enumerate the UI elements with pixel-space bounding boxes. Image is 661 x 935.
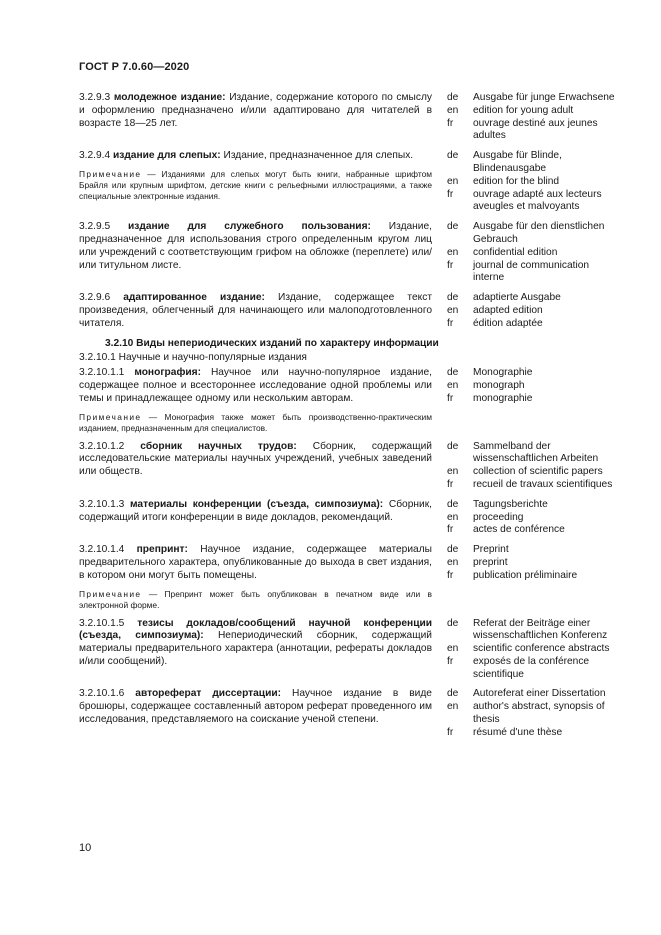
translations-column xyxy=(432,221,619,285)
language-code: de xyxy=(447,544,459,556)
translation-item xyxy=(447,292,619,305)
language-code: fr xyxy=(447,655,454,667)
term-entry xyxy=(79,688,619,739)
translation-item xyxy=(447,727,619,740)
translation-term: edition for young adult xyxy=(473,104,574,116)
translation-item xyxy=(447,643,619,656)
translation-item xyxy=(447,466,619,479)
definition-text: Сборник, содержащий исследовательские материалы научных учреждений, учебных заведений или обществ. xyxy=(79,440,432,478)
term-definition xyxy=(79,367,432,405)
translation-item xyxy=(447,570,619,583)
language-code: de xyxy=(447,150,459,162)
term-definition-column xyxy=(79,221,432,285)
term-name: адаптированное издание: xyxy=(123,292,265,304)
definition-text: Научное или научно-популярное издание, содержащее полное и всестороннее исследование одной проблемы или темы и принадлежащее одному или нескольким авторам. xyxy=(79,367,432,404)
translations-column xyxy=(432,441,619,492)
language-code: de xyxy=(447,367,459,379)
term-definition-column xyxy=(79,441,432,492)
term-number: 3.2.10.1.5 xyxy=(79,617,125,629)
translation-term: Sammelband der wissenschaftlichen Arbeiten xyxy=(473,440,599,465)
translation-item xyxy=(447,524,619,537)
translation-term: Ausgabe für junge Erwachsene xyxy=(473,92,615,103)
translation-term: publication préliminaire xyxy=(473,569,578,581)
note-text: — Изданиями для слепых могут быть книги, набранные шрифтом Брайля или крупным шрифтом, детские книги с рельефными иллюстрациями, а также специальные электронные издания. xyxy=(79,168,432,201)
section-heading: 3.2.10 Виды непериодических изданий по характеру информации xyxy=(105,337,439,349)
term-number: 3.2.9.6 xyxy=(79,292,111,304)
translation-item xyxy=(447,656,619,682)
term-number: 3.2.9.5 xyxy=(79,221,111,233)
translation-item xyxy=(447,247,619,260)
term-definition xyxy=(79,618,432,669)
language-code: en xyxy=(447,379,459,391)
term-definition xyxy=(79,292,432,330)
translations-column xyxy=(432,688,619,739)
note-label: Примечание xyxy=(79,168,142,179)
subsection-heading: 3.2.10.1 Научные и научно-популярные издания xyxy=(79,352,307,364)
term-definition-column xyxy=(79,92,432,143)
language-code: fr xyxy=(447,569,454,581)
translations-column xyxy=(432,150,619,214)
translation-term: monographie xyxy=(473,392,533,404)
term-name: монография: xyxy=(134,367,201,379)
translation-item xyxy=(447,305,619,318)
term-definition xyxy=(79,688,432,726)
translation-term: Referat der Beiträge einer wissenschaftlichen Konferenz xyxy=(473,617,608,642)
translation-term: scientific conference abstracts xyxy=(473,643,610,655)
term-definition-column xyxy=(79,544,432,610)
definition-text: Издание, содержание которого по смыслу и оформлению предназначено и/или адаптировано для читателей в возрасте 18—25 лет. xyxy=(79,92,432,129)
language-code: de xyxy=(447,92,459,103)
translation-item xyxy=(447,105,619,118)
translation-term: Ausgabe für Blinde, Blindenausgabe xyxy=(473,150,562,174)
language-code: de xyxy=(447,617,459,629)
definition-text: Издание, содержащее текст произведения, облегченный для начинающего или малоподготовленного читателя. xyxy=(79,292,432,329)
term-number: 3.2.10.1.3 xyxy=(79,498,125,510)
translation-term: ouvrage destiné aux jeunes adultes xyxy=(473,117,598,142)
term-entry xyxy=(79,499,619,537)
language-code: en xyxy=(447,104,459,116)
translation-item xyxy=(447,260,619,286)
term-entry xyxy=(79,150,619,214)
note-text: — Монография также может быть производственно-практическим изданием, предназначенным для специалистов. xyxy=(79,411,432,433)
term-name: препринт: xyxy=(136,544,188,556)
translation-term: Monographie xyxy=(473,367,533,379)
term-definition-column xyxy=(79,367,432,433)
term-definition-column xyxy=(79,150,432,214)
language-code: fr xyxy=(447,188,454,200)
translation-term: adapted edition xyxy=(473,304,543,316)
translation-term: confidential edition xyxy=(473,246,558,258)
translation-item xyxy=(447,544,619,557)
document-body xyxy=(79,92,619,747)
translation-item xyxy=(447,393,619,406)
term-entry xyxy=(79,618,619,682)
language-code: de xyxy=(447,498,459,510)
language-code: en xyxy=(447,701,459,713)
translations-column xyxy=(432,544,619,610)
term-entry xyxy=(79,92,619,143)
term-number: 3.2.10.1.4 xyxy=(79,544,125,556)
term-definition xyxy=(79,150,432,163)
term-definition xyxy=(79,499,432,525)
translation-item xyxy=(447,441,619,467)
term-definition xyxy=(79,221,432,272)
translation-term: exposés de la conférence scientifique xyxy=(473,655,590,680)
term-definition-column xyxy=(79,292,432,330)
translation-term: Preprint xyxy=(473,544,509,556)
language-code: en xyxy=(447,246,459,258)
entries-group-3-2-10-1 xyxy=(79,367,619,740)
term-name: сборник научных трудов: xyxy=(140,440,297,452)
translation-item xyxy=(447,367,619,380)
translation-item xyxy=(447,557,619,570)
translation-item xyxy=(447,92,619,105)
term-note xyxy=(79,412,432,434)
definition-text: Издание, предназначенное для слепых. xyxy=(223,150,414,162)
translation-term: Autoreferat einer Dissertation xyxy=(473,688,606,700)
definition-text: Научное издание, содержащее материалы предварительного характера, опубликованные до выхода в свет издания, в котором они могут быть помещены. xyxy=(79,544,432,581)
term-entry xyxy=(79,292,619,330)
translation-term: Ausgabe für den dienstlichen Gebrauch xyxy=(473,221,605,245)
term-number: 3.2.10.1.1 xyxy=(79,367,125,379)
translation-item xyxy=(447,479,619,492)
term-definition-column xyxy=(79,688,432,739)
language-code: de xyxy=(447,440,459,452)
translation-term: résumé d'une thèse xyxy=(473,726,563,738)
language-code: en xyxy=(447,304,459,316)
translation-term: preprint xyxy=(473,556,508,568)
term-number: 3.2.10.1.6 xyxy=(79,688,125,700)
translation-item xyxy=(447,221,619,247)
term-number: 3.2.9.4 xyxy=(79,150,111,162)
language-code: en xyxy=(447,643,459,655)
language-code: en xyxy=(447,466,459,478)
translation-item xyxy=(447,499,619,512)
translation-term: edition for the blind xyxy=(473,175,560,187)
page-number: 10 xyxy=(79,842,92,854)
term-note xyxy=(79,589,432,611)
translations-column xyxy=(432,618,619,682)
term-name: издание для слепых: xyxy=(113,150,221,162)
page-header: ГОСТ Р 7.0.60—2020 xyxy=(79,61,190,73)
definition-text: Сборник, содержащий итоги конференции в виде докладов, рекомендаций. xyxy=(79,498,432,523)
definition-text: Непериодический сборник, содержащий материалы предварительного характера (аннотации, рефераты докладов и/или сообщений). xyxy=(79,630,432,667)
term-name: молодежное издание: xyxy=(113,92,226,103)
term-note xyxy=(79,169,432,202)
translation-term: recueil de travaux scientifiques xyxy=(473,478,613,490)
term-entry xyxy=(79,441,619,492)
language-code: fr xyxy=(447,392,454,404)
note-text: — Препринт может быть опубликован в печатном виде или в электронной форме. xyxy=(79,588,432,610)
translations-column xyxy=(432,292,619,330)
language-code: fr xyxy=(447,726,454,738)
term-entry xyxy=(79,544,619,610)
term-definition-column xyxy=(79,618,432,682)
language-code: fr xyxy=(447,317,454,329)
translation-term: proceeding xyxy=(473,511,524,523)
term-name: материалы конференции (съезда, симпозиума): xyxy=(130,498,384,510)
term-number: 3.2.10.1.2 xyxy=(79,440,125,452)
language-code: en xyxy=(447,556,459,568)
translation-item xyxy=(447,189,619,215)
translation-item xyxy=(447,701,619,727)
term-definition xyxy=(79,544,432,582)
language-code: fr xyxy=(447,117,454,129)
translation-item xyxy=(447,688,619,701)
translation-item xyxy=(447,118,619,144)
definition-text: Издание, предназначенное для использования строго определенным кругом лиц или учреждений с соответствующим грифом на обложке (переплете) или/или титульном листе. xyxy=(79,221,432,271)
term-name: тезисы докладов/сообщений научной конференции (съезда, симпозиума): xyxy=(79,617,432,642)
term-definition xyxy=(79,92,432,130)
language-code: en xyxy=(447,511,459,523)
translation-term: journal de communication interne xyxy=(473,259,590,284)
language-code: en xyxy=(447,175,459,187)
translation-item xyxy=(447,150,619,176)
language-code: fr xyxy=(447,478,454,490)
term-definition xyxy=(79,441,432,479)
translation-term: édition adaptée xyxy=(473,317,543,329)
language-code: de xyxy=(447,688,459,700)
translation-term: collection of scientific papers xyxy=(473,466,603,478)
translation-item xyxy=(447,176,619,189)
translations-column xyxy=(432,499,619,537)
term-number: 3.2.9.3 xyxy=(79,92,111,103)
term-name: автореферат диссертации: xyxy=(135,688,281,700)
note-label: Примечание xyxy=(79,588,142,599)
translations-column xyxy=(432,92,619,143)
translation-item xyxy=(447,512,619,525)
translation-item xyxy=(447,380,619,393)
term-definition-column xyxy=(79,499,432,537)
translation-item xyxy=(447,318,619,331)
entries-group-3-2-9 xyxy=(79,92,619,331)
language-code: fr xyxy=(447,259,454,271)
translation-term: Tagungsberichte xyxy=(473,498,548,510)
translation-term: ouvrage adapté aux lecteurs aveugles et malvoyants xyxy=(473,188,602,213)
language-code: de xyxy=(447,221,459,233)
translation-term: adaptierte Ausgabe xyxy=(473,292,561,304)
translations-column xyxy=(432,367,619,433)
note-label: Примечание xyxy=(79,411,142,422)
term-entry xyxy=(79,367,619,433)
translation-term: actes de conférence xyxy=(473,524,565,536)
translation-item xyxy=(447,618,619,644)
translation-term: author's abstract, synopsis of thesis xyxy=(473,701,605,726)
term-name: издание для служебного пользования: xyxy=(128,221,371,233)
term-entry xyxy=(79,221,619,285)
definition-text: Научное издание в виде брошюры, содержащее составленный автором реферат проведенного им исследования, представляемого на соискание ученой степени. xyxy=(79,688,432,726)
language-code: fr xyxy=(447,524,454,536)
language-code: de xyxy=(447,292,459,304)
translation-term: monograph xyxy=(473,379,525,391)
